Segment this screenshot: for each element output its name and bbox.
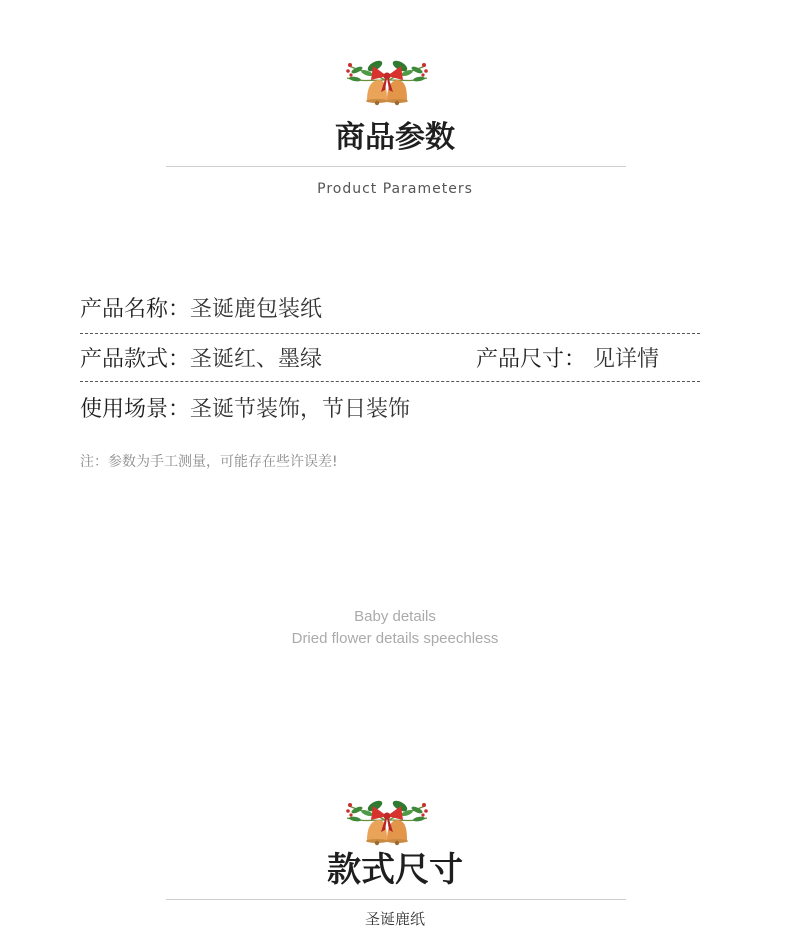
param-row-style	[80, 334, 700, 380]
param-label-usage: 使用场景：	[80, 396, 191, 422]
param-row-usage	[80, 384, 700, 430]
title-divider	[166, 166, 626, 167]
title-divider	[166, 899, 626, 900]
christmas-bells-icon-graphic	[345, 54, 429, 106]
details-line-2: Dried flower details speechless	[291, 630, 499, 647]
dashed-divider	[80, 381, 700, 382]
section-subtitle: 圣诞鹿纸	[364, 910, 425, 928]
param-label-name: 产品名称：	[80, 296, 191, 322]
section-title-product-parameters: 商品参数	[335, 120, 455, 155]
christmas-bells-icon	[345, 54, 429, 110]
param-label-style: 产品款式：	[80, 346, 191, 372]
details-line-1: Baby details	[354, 608, 436, 625]
param-label-size: 产品尺寸：	[476, 346, 587, 372]
param-value-size: 见详情	[593, 346, 660, 372]
param-value-usage: 圣诞节装饰，节日装饰	[190, 396, 411, 422]
param-row-name	[80, 284, 700, 330]
param-size-group	[476, 342, 659, 373]
measurement-note: 注：参数为手工测量，可能存在些许误差!	[80, 454, 338, 470]
christmas-bells-icon-graphic	[345, 794, 429, 846]
param-value-name: 圣诞鹿包装纸	[190, 296, 323, 322]
param-value-style: 圣诞红、墨绿	[190, 346, 323, 372]
section-subtitle: Product Parameters	[317, 181, 473, 197]
christmas-bells-icon	[345, 794, 429, 850]
section-title-style-size: 款式尺寸	[327, 850, 463, 890]
